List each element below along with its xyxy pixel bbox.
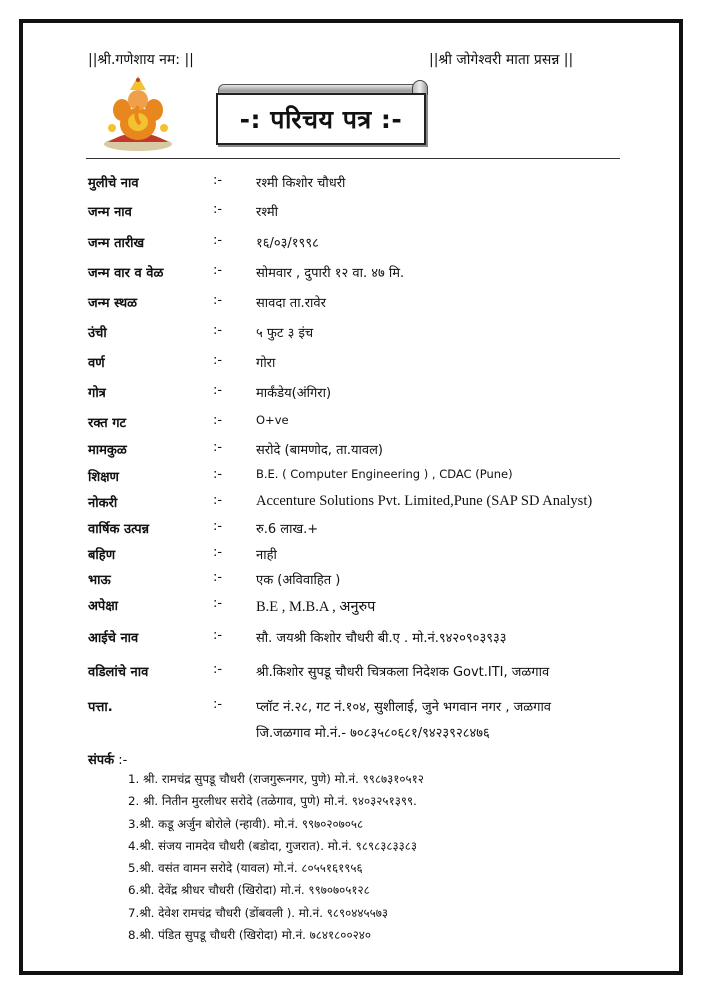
field-label: वार्षिक उत्पन्न [88, 522, 150, 537]
field-label: मुलीचे नाव [88, 176, 139, 191]
contact-item: 2. श्री. नितीन मुरलीधर सरोदे (तळेगाव, पुणे) मो.नं. ९४०३२५१३९९. [128, 794, 417, 809]
field-value: एक (अविवाहित ) [256, 573, 341, 588]
field-separator: :- [213, 263, 223, 278]
field-separator: :- [213, 596, 223, 611]
field-separator: :- [213, 202, 223, 217]
field-annual-income [88, 519, 668, 539]
field-separator: :- [213, 383, 223, 398]
field-girl-name [88, 173, 668, 193]
field-separator: :- [213, 570, 223, 585]
field-label: वडिलांचे नाव [88, 665, 149, 680]
contacts-separator: :- [118, 753, 128, 768]
field-birth-date [88, 233, 668, 253]
field-value: सरोदे (बामणोद, ता.यावल) [256, 443, 384, 458]
field-label: उंची [88, 326, 107, 341]
contact-item: 7.श्री. देवेश रामचंद्र चौधरी (डोंबवली ). मो.नं. ९८९०४४५५७३ [128, 905, 389, 920]
field-label: जन्म नाव [88, 205, 132, 220]
contacts-heading [88, 750, 127, 768]
field-address [88, 697, 668, 741]
field-birth-place [88, 293, 668, 313]
field-label: आईचे नाव [88, 631, 139, 646]
field-separator: :- [213, 519, 223, 534]
field-separator: :- [213, 697, 223, 712]
contact-item: 4.श्री. संजय नामदेव चौधरी (बडोदा, गुजरात). मो.नं. ९८९८३८३३८३ [128, 838, 418, 853]
field-value: सावदा ता.रावेर [256, 296, 326, 311]
field-value: १६/०३/१९९८ [256, 236, 319, 251]
field-maternal-family [88, 440, 668, 460]
field-value: Accenture Solutions Pvt. Limited,Pune (SAP SD Analyst) [256, 493, 593, 509]
field-value: गोरा [256, 356, 276, 371]
field-separator: :- [213, 493, 223, 508]
field-separator: :- [213, 628, 223, 643]
field-mother-name [88, 628, 668, 648]
field-separator: :- [213, 353, 223, 368]
ganesha-icon [100, 72, 176, 152]
field-birth-day-time [88, 263, 668, 283]
contact-item: 3.श्री. कडू अर्जुन बोरोले (न्हावी). मो.नं. ९९७०२०७०५८ [128, 816, 364, 831]
field-expectation [88, 596, 668, 616]
field-separator: :- [213, 545, 223, 560]
field-gotra [88, 383, 668, 403]
field-separator: :- [213, 233, 223, 248]
field-label: पत्ता. [88, 700, 113, 715]
field-label: अपेक्षा [88, 599, 119, 614]
contact-item: 6.श्री. देवेंद्र श्रीधर चौधरी (खिरोदा) मो.नं. ९९७०७०५१२८ [128, 883, 370, 898]
field-father-name [88, 662, 668, 682]
contact-item: 1. श्री. रामचंद्र सुपडू चौधरी (राजगुरूनगर, पुणे) मो.नं. ९९८७३१०५१२ [128, 772, 424, 786]
field-label: रक्त गट [88, 416, 127, 431]
field-value: O+ve [256, 413, 289, 427]
field-blood-group [88, 413, 668, 433]
field-value: नाही [256, 548, 277, 563]
field-complexion [88, 353, 668, 373]
field-value: सोमवार , दुपारी १२ वा. ४७ मि. [256, 266, 405, 281]
field-separator: :- [213, 173, 223, 188]
field-label: जन्म स्थळ [88, 296, 138, 311]
field-brother [88, 570, 668, 590]
field-label: जन्म वार व वेळ [88, 266, 164, 281]
field-label: मामकुळ [88, 443, 127, 458]
field-sister [88, 545, 668, 565]
field-job [88, 493, 668, 513]
field-birth-name [88, 202, 668, 222]
field-education [88, 467, 668, 487]
title-frame [216, 93, 426, 145]
field-label: गोत्र [88, 386, 106, 401]
field-value: B.E. ( Computer Engineering ) , CDAC (Pune) [256, 467, 513, 481]
contact-item: 8.श्री. पंडित सुपडू चौधरी (खिरोदा) मो.नं. ७८४१८००२४० [128, 928, 371, 943]
field-label: नोकरी [88, 496, 118, 511]
field-separator: :- [213, 440, 223, 455]
field-height [88, 323, 668, 343]
invocation-right: ||श्री जोगेश्वरी माता प्रसन्न || [429, 52, 574, 68]
contact-item: 5.श्री. वसंत वामन सरोदे (यावल) मो.नं. ८०५५१६१९५६ [128, 861, 363, 876]
field-value-line2: जि.जळगाव मो.नं.- ७०८३५८०६८१/९४२३९२८४७६ [256, 726, 490, 741]
field-value: रश्मी [256, 205, 278, 220]
field-value: मार्कंडेय(अंगिरा) [256, 386, 332, 401]
field-label: शिक्षण [88, 470, 119, 485]
page-title: -: परिचय पत्र :- [239, 105, 403, 134]
field-value: श्री.किशोर सुपडू चौधरी चित्रकला निदेशक Govt.ITI, जळगाव [256, 665, 550, 680]
contacts-label: संपर्क [88, 753, 115, 768]
field-value: ५ फुट ३ इंच [256, 326, 314, 341]
field-value: रश्मी किशोर चौधरी [256, 176, 346, 191]
field-label: बहिण [88, 548, 116, 563]
field-value: रु.6 लाख.+ [256, 522, 319, 537]
field-separator: :- [213, 662, 223, 677]
field-value: सौ. जयश्री किशोर चौधरी बी.ए . मो.नं.९४२०९०३९३३ [256, 631, 507, 646]
field-label: जन्म तारीख [88, 236, 145, 251]
invocation-left: ||श्री.गणेशाय नम: || [88, 52, 194, 68]
field-separator: :- [213, 467, 223, 482]
field-separator: :- [213, 293, 223, 308]
field-separator: :- [213, 413, 223, 428]
field-value: प्लॉट नं.२८, गट नं.१०४, सुशीलाई, जुने भगवान नगर , जळगाव [256, 700, 552, 715]
field-label: भाऊ [88, 573, 111, 588]
field-label: वर्ण [88, 356, 105, 371]
field-separator: :- [213, 323, 223, 338]
contacts-list [128, 771, 424, 949]
field-value: B.E , M.B.A , अनुरुप [256, 599, 376, 615]
header-divider [86, 158, 620, 159]
title-banner [212, 80, 428, 148]
